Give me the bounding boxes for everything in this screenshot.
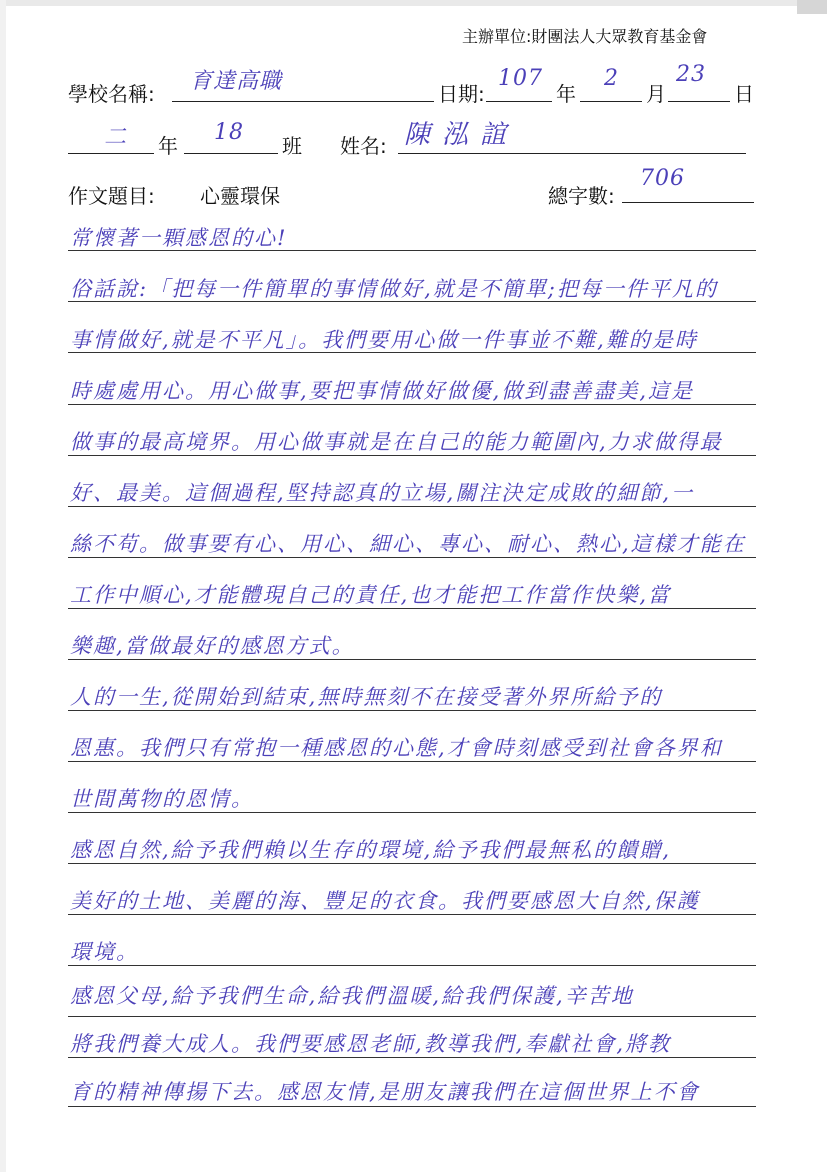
essay-line: 美好的土地、美麗的海、豐足的衣食。我們要感恩大自然,保護 bbox=[70, 889, 700, 913]
month-value: 2 bbox=[604, 66, 619, 91]
class-value: 18 bbox=[214, 120, 244, 145]
name-value: 陳泓誼 bbox=[404, 120, 519, 150]
essay-line: 好、最美。這個過程,堅持認真的立場,關注決定成敗的細節,一 bbox=[70, 481, 695, 505]
essay-line: 世間萬物的恩情。 bbox=[70, 787, 254, 811]
essay-line: 常懷著一顆感恩的心! bbox=[70, 226, 288, 250]
year-value: 107 bbox=[498, 66, 543, 91]
month-label: 月 bbox=[646, 82, 666, 106]
name-label: 姓名: bbox=[340, 134, 387, 158]
essay-line: 將我們養大成人。我們要感恩老師,教導我們,奉獻社會,將教 bbox=[70, 1032, 672, 1056]
essay-line: 感恩父母,給予我們生命,給我們溫暖,給我們保護,辛苦地 bbox=[70, 984, 634, 1008]
grade-label: 年 bbox=[158, 134, 178, 158]
topic-label: 作文題目: bbox=[68, 184, 155, 208]
essay-line: 做事的最高境界。用心做事就是在自己的能力範圍內,力求做得最 bbox=[70, 430, 723, 454]
essay-line: 樂趣,當做最好的感恩方式。 bbox=[70, 634, 355, 658]
topic-value: 心靈環保 bbox=[200, 184, 280, 208]
essay-line: 育的精神傳揚下去。感恩友情,是朋友讓我們在這個世界上不會 bbox=[70, 1080, 700, 1104]
school-value: 育達高職 bbox=[190, 69, 283, 94]
rule-line bbox=[68, 1106, 756, 1107]
grade-value: 二 bbox=[104, 125, 128, 150]
count-label: 總字數: bbox=[548, 184, 615, 208]
scan-left-edge bbox=[0, 0, 6, 1172]
day-label: 日 bbox=[734, 82, 754, 106]
essay-line: 人的一生,從開始到結束,無時無刻不在接受著外界所給予的 bbox=[70, 685, 663, 709]
essay-line: 工作中順心,才能體現自己的責任,也才能把工作當作快樂,當 bbox=[70, 583, 672, 607]
essay-line: 俗話說:「把每一件簡單的事情做好,就是不簡單;把每一件平凡的 bbox=[70, 277, 718, 301]
year-label: 年 bbox=[556, 82, 576, 106]
essay-line: 恩惠。我們只有常抱一種感恩的心態,才會時刻感受到社會各界和 bbox=[70, 736, 723, 760]
essay-line: 環境。 bbox=[70, 940, 139, 964]
scan-corner-shadow bbox=[797, 0, 827, 14]
day-value: 23 bbox=[676, 62, 706, 87]
essay-line: 時處處用心。用心做事,要把事情做好做優,做到盡善盡美,這是 bbox=[70, 379, 695, 403]
rule-line bbox=[68, 1016, 756, 1017]
sponsor-text: 主辦單位:財團法人大眾教育基金會 bbox=[462, 27, 708, 46]
essay-line: 事情做好,就是不平凡」。我們要用心做一件事並不難,難的是時 bbox=[70, 328, 698, 352]
essay-line: 絲不苟。做事要有心、用心、細心、專心、耐心、熱心,這樣才能在 bbox=[70, 532, 746, 556]
class-label: 班 bbox=[282, 134, 302, 158]
school-label: 學校名稱: bbox=[68, 82, 155, 106]
count-value: 706 bbox=[640, 166, 685, 191]
essay-line: 感恩自然,給予我們賴以生存的環境,給予我們最無私的饋贈, bbox=[70, 838, 672, 862]
date-label: 日期: bbox=[438, 82, 485, 106]
